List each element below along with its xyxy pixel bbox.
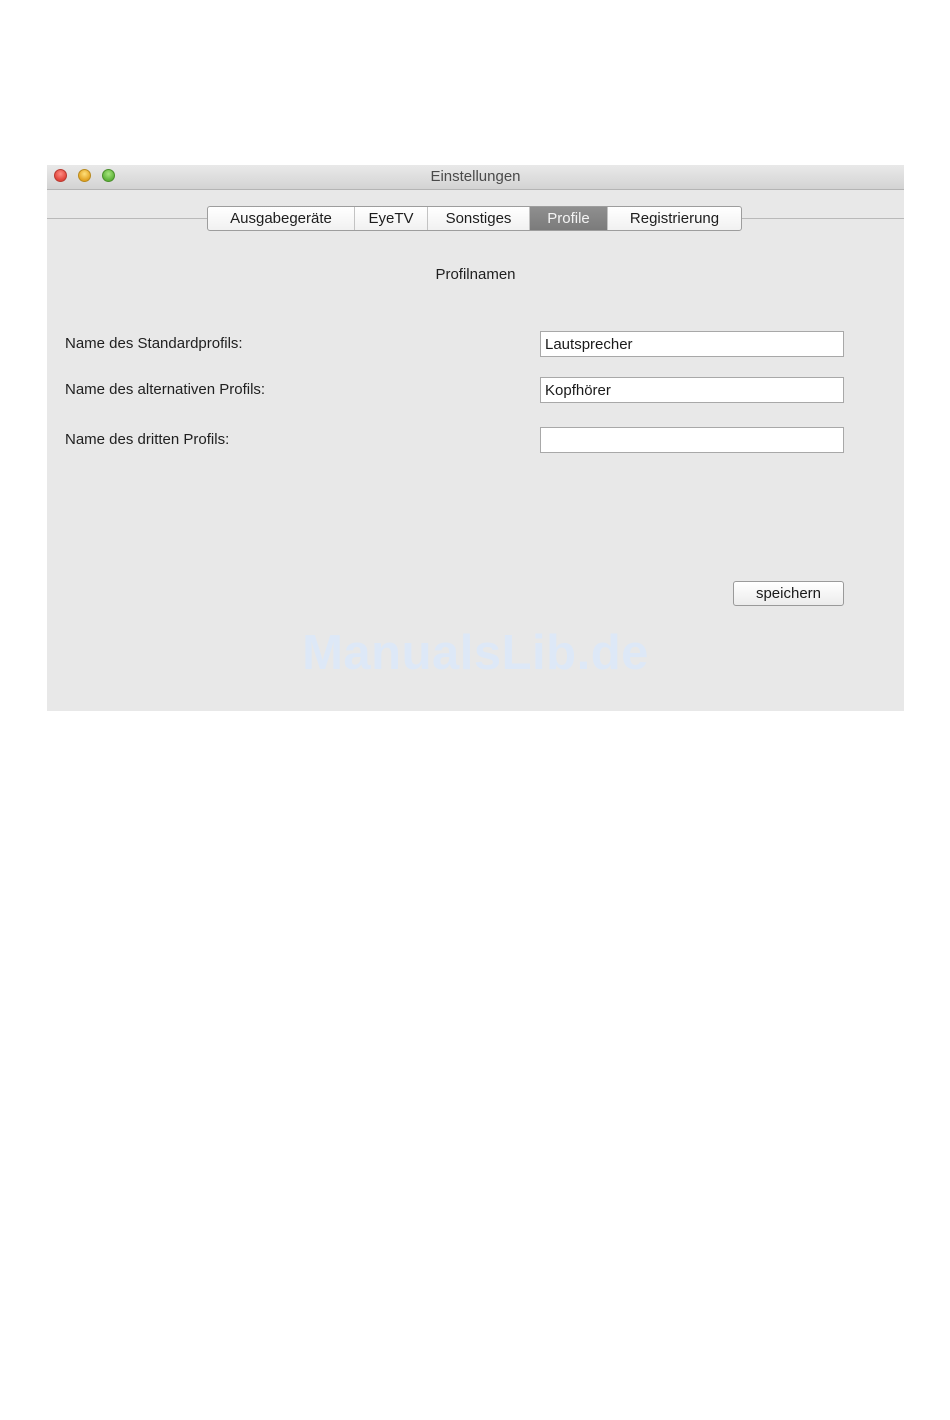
third-profile-label: Name des dritten Profils:	[65, 431, 230, 448]
tab-ausgabegeraete[interactable]: Ausgabegeräte	[208, 207, 355, 230]
preferences-window	[47, 165, 904, 711]
standard-profile-input[interactable]	[540, 331, 844, 357]
tab-eyetv[interactable]: EyeTV	[355, 207, 428, 230]
standard-profile-label: Name des Standardprofils:	[65, 335, 243, 352]
title-bar[interactable]	[47, 165, 904, 190]
save-button[interactable]: speichern	[733, 581, 844, 606]
alternative-profile-input[interactable]	[540, 377, 844, 403]
watermark: ManualsLib.de	[302, 626, 649, 680]
section-title: Profilnamen	[435, 266, 516, 283]
tab-sonstiges[interactable]: Sonstiges	[428, 207, 530, 230]
tab-bar	[207, 206, 742, 231]
tab-registrierung[interactable]: Registrierung	[629, 210, 720, 227]
tab-profile[interactable]: Profile	[530, 207, 608, 230]
window-title: Einstellungen	[430, 168, 521, 185]
third-profile-input[interactable]	[540, 427, 844, 453]
alternative-profile-label: Name des alternativen Profils:	[65, 381, 266, 398]
